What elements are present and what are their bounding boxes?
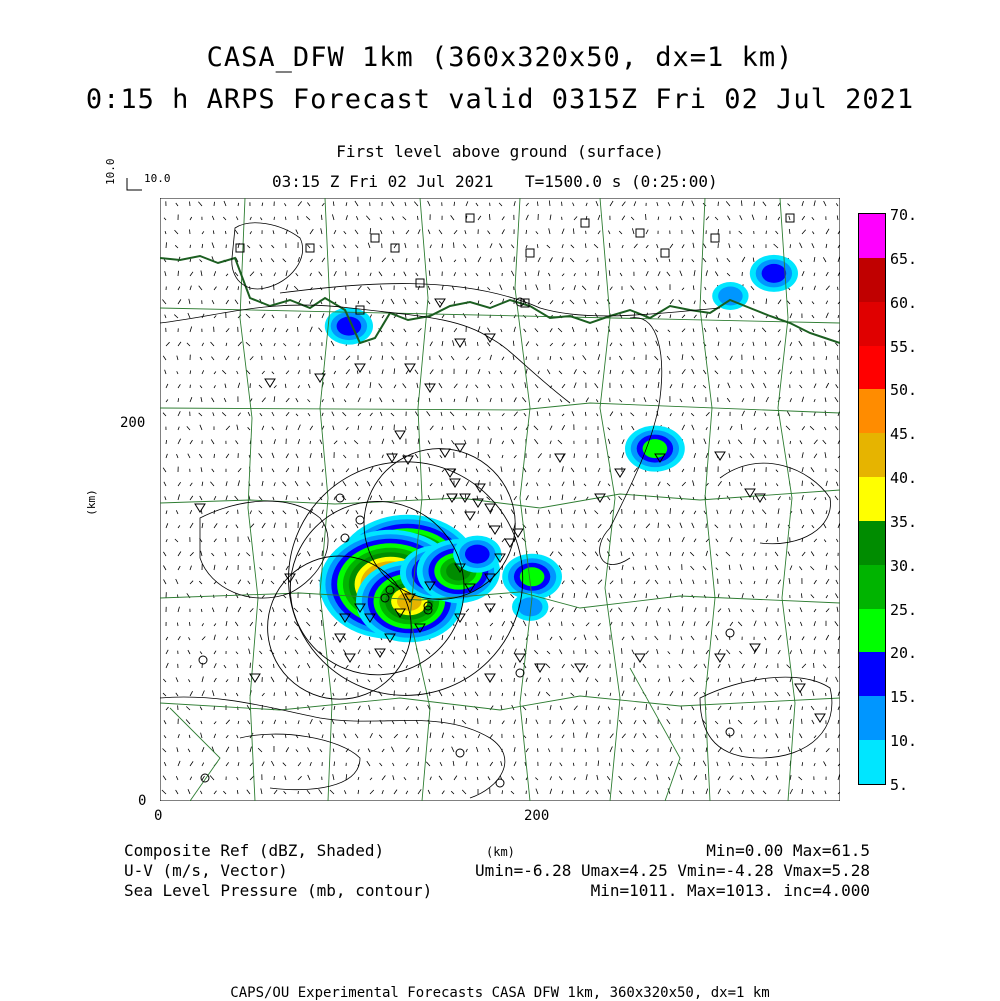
colorbar-label: 70. — [890, 206, 917, 224]
echo-contour — [465, 545, 490, 564]
colorbar-label: 5. — [890, 776, 908, 794]
wind-vector — [538, 706, 539, 710]
wind-vector — [718, 202, 719, 206]
wind-vector — [646, 214, 647, 220]
wind-vector — [178, 271, 179, 276]
wind-vector — [802, 719, 803, 724]
plot-title-line1: CASA_DFW 1km (360x320x50, dx=1 km) — [0, 42, 1000, 73]
level-subtitle: First level above ground (surface) — [0, 142, 1000, 161]
reflectivity-colorbar — [858, 213, 886, 785]
wind-vector — [250, 663, 251, 668]
x-tick-0: 0 — [154, 808, 162, 824]
wind-vector — [694, 650, 695, 654]
wind-vector — [754, 202, 755, 206]
x-axis-label: (km) — [486, 845, 515, 859]
colorbar-segment — [859, 389, 885, 433]
wind-vector — [706, 774, 707, 780]
wind-vector — [370, 371, 371, 374]
wind-vector — [346, 298, 347, 304]
wind-vector — [766, 231, 767, 234]
elapsed-time-subtitle: T=1500.0 s (0:25:00) — [525, 172, 718, 191]
wind-vector — [514, 469, 515, 472]
wind-vector — [190, 245, 191, 248]
valid-time-subtitle: 03:15 Z Fri 02 Jul 2021 — [272, 172, 494, 191]
wind-vector — [814, 663, 815, 668]
wind-vector — [754, 301, 755, 304]
footer-field-reflectivity: Composite Ref (dBZ, Shaded) — [124, 841, 384, 860]
footer-field-pressure: Sea Level Pressure (mb, contour) — [124, 881, 432, 900]
wind-vector — [562, 622, 563, 627]
colorbar-segment — [859, 214, 885, 258]
wind-vector — [274, 693, 275, 697]
wind-vector — [622, 648, 623, 654]
wind-vector — [214, 454, 215, 458]
wind-vector — [454, 242, 455, 248]
wind-vector — [586, 273, 587, 276]
plot-title-line2: 0:15 h ARPS Forecast valid 0315Z Fri 02 Jul 2021 — [0, 84, 1000, 115]
wind-vector — [454, 719, 455, 724]
vector-reference-label-u: 10.0 — [144, 172, 171, 185]
credit-line: CAPS/OU Experimental Forecasts CASA DFW 1km, 360x320x50, dx=1 km — [0, 985, 1000, 1001]
wind-vector — [322, 551, 323, 556]
footer-stats-pressure: Min=1011. Max=1013. inc=4.000 — [591, 881, 870, 900]
wind-vector — [574, 733, 575, 738]
footer-stats-wind: Umin=-6.28 Umax=4.25 Vmin=-4.28 Vmax=5.28 — [475, 861, 870, 880]
wind-vector — [730, 371, 731, 374]
colorbar-segment — [859, 565, 885, 609]
colorbar-segment — [859, 740, 885, 784]
colorbar-segment — [859, 609, 885, 653]
colorbar-label: 60. — [890, 294, 917, 312]
wind-vector — [754, 397, 755, 402]
colorbar-segment — [859, 433, 885, 477]
wind-vector — [262, 623, 263, 626]
wind-vector — [226, 538, 227, 542]
map-plot — [160, 198, 840, 801]
colorbar-label: 10. — [890, 732, 917, 750]
colorbar-label: 15. — [890, 688, 917, 706]
wind-vector — [562, 202, 563, 206]
colorbar-segment — [859, 521, 885, 565]
wind-vector — [646, 412, 647, 416]
wind-vector — [502, 580, 503, 584]
wind-vector — [322, 453, 323, 458]
wind-vector — [766, 342, 767, 346]
wind-vector — [766, 216, 767, 220]
colorbar-label: 45. — [890, 425, 917, 443]
wind-vector — [214, 202, 215, 206]
wind-vector — [550, 538, 551, 542]
wind-vector — [370, 257, 371, 262]
wind-vector — [550, 413, 551, 416]
wind-vector — [466, 706, 467, 710]
colorbar-segment — [859, 696, 885, 740]
vector-reference-label-v: 10.0 — [104, 159, 117, 186]
colorbar-segment — [859, 302, 885, 346]
footer-field-wind: U-V (m/s, Vector) — [124, 861, 288, 880]
colorbar-segment — [859, 652, 885, 696]
wind-vector — [670, 508, 671, 514]
wind-vector — [838, 356, 839, 361]
colorbar-label: 20. — [890, 644, 917, 662]
y-tick-0: 0 — [138, 793, 146, 809]
wind-vector — [478, 609, 479, 612]
wind-vector — [166, 242, 167, 248]
colorbar-segment — [859, 258, 885, 302]
wind-vector — [274, 664, 275, 668]
wind-vector — [250, 259, 251, 262]
colorbar-label: 50. — [890, 381, 917, 399]
colorbar-segment — [859, 477, 885, 521]
colorbar-label: 40. — [890, 469, 917, 487]
vector-reference-arrow — [124, 178, 144, 192]
wind-vector — [418, 762, 419, 766]
colorbar-label: 25. — [890, 601, 917, 619]
wind-vector — [838, 287, 839, 290]
wind-vector — [718, 229, 719, 234]
wind-vector — [442, 427, 443, 430]
wind-vector — [274, 357, 275, 360]
wind-vector — [418, 216, 419, 220]
wind-vector — [310, 441, 311, 444]
wind-vector — [478, 511, 479, 514]
wind-vector — [670, 733, 671, 738]
colorbar-label: 65. — [890, 250, 917, 268]
wind-vector — [298, 327, 299, 332]
wind-vector — [826, 693, 827, 696]
footer-stats-reflectivity: Min=0.00 Max=61.5 — [706, 841, 870, 860]
colorbar-label: 35. — [890, 513, 917, 531]
colorbar-segment — [859, 346, 885, 390]
wind-vector — [802, 481, 803, 486]
x-tick-200: 200 — [524, 808, 549, 824]
wind-vector — [322, 620, 323, 626]
echo-contour — [762, 264, 787, 283]
wind-vector — [802, 706, 803, 710]
y-tick-200: 200 — [120, 415, 145, 431]
wind-vector — [190, 229, 191, 234]
wind-vector — [766, 523, 767, 528]
wind-vector — [526, 509, 527, 515]
wind-vector — [526, 357, 527, 361]
wind-vector — [766, 693, 767, 696]
wind-vector — [658, 791, 659, 795]
wind-vector — [658, 523, 659, 528]
wind-vector — [730, 482, 731, 486]
wind-vector — [598, 271, 599, 276]
wind-vector — [274, 217, 275, 220]
y-axis-label: (km) — [85, 489, 98, 516]
colorbar-label: 55. — [890, 338, 917, 356]
wind-vector — [262, 467, 263, 472]
wind-vector — [646, 704, 647, 710]
echo-contour — [520, 567, 545, 586]
wind-vector — [190, 202, 191, 207]
wind-vector — [742, 763, 743, 766]
wind-vector — [286, 721, 287, 724]
colorbar-label: 30. — [890, 557, 917, 575]
